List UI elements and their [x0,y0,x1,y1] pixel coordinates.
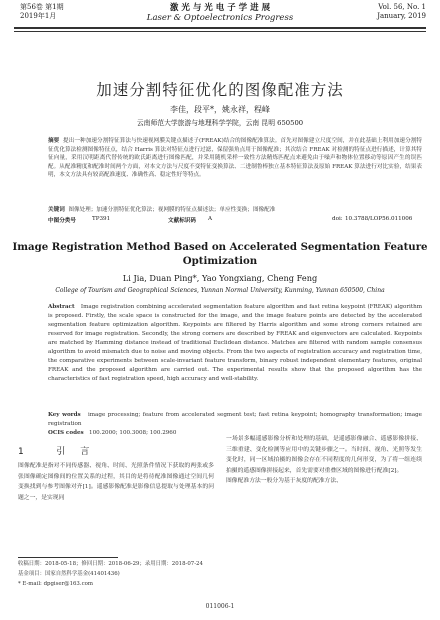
keywords-cn-label: 关键词 [48,207,65,213]
body-right-column: 一场景多幅遥感影像分析和处理的基础，是遥感影像融合、遥感影像拼接、三维重建、变化检测等应用中的关键步骤之一。当时间、视角、光照等发生变化时，同一区域拍摄的图像会存在不同程度的几何形变，为了将一组连续拍摄的遥感图像拼接起来，首先需要对重叠区域的图像进行配准[2]。 图像配准方法一般分为基于灰度的配准方法、 [226,436,422,485]
header-volume-en [377,3,426,21]
abstract-cn [48,137,422,180]
affiliation-cn: 云南师范大学旅游与地理科学学院，云南 昆明 650500 [136,119,304,127]
authors-cn: 李佳，段平*，姚永祥，程峰 [170,105,270,114]
footnote-email: * E-mail: dpgiser@163.com [18,581,93,587]
doi-value: 10.3788/LOP56.011006 [345,216,413,222]
volume-cn: 第56卷 第1期 [20,3,64,11]
header-rule [14,27,426,29]
keywords-cn-text: 图像处理；加速分割特征优化算法；视网膜的特征点描述法；单应性变换；图像配准 [68,207,276,213]
clc-value: TP391 [92,216,111,222]
abstract-en [48,303,422,384]
abstract-cn-label: 摘要 [48,138,60,144]
authors-en: Li Jia, Duan Ping*, Yao Yongxiang, Cheng Feng [122,273,318,283]
journal-en: Laser & Optoelectronics Progress [146,13,294,23]
header-rule-thin [14,31,426,32]
ocis-value: 100.2000; 100.3008; 100.2960 [89,430,177,436]
journal-name [90,3,350,23]
keywords-cn [48,206,422,215]
header-volume [20,3,64,21]
ocis-label: OCIS codes [48,430,84,436]
section-heading [18,444,95,457]
abstract-en-text: Image registration combining accelerated segmentation feature algorithm and fast retina keypoint (FREAK) algorithm is proposed. Firstly, the scale space is constructed for the image, and the image feature points are detected by the accelerated segmentation feature optimization algorithm. Keypoints are filtered by Harris algorithm and some strong corners retained are reserved for image registration. Secondly, the strong corners are described by FREAK and eigenvectors are calculated. Keypoints are matched by Hamming distance instead of traditional Euclidean distance. Matches are filtered with random sample consensus algorithm to avoid mismatch due to noise and moving objects. From the two aspects of registration accuracy and registration time, the comparative experiments between scale-invariant feature transform, binary robust independent elementary features, original FREAK and the proposed algorithm are carried out. The experimental results show that the proposed algorithm has the characteristics of fast registration speed, high accuracy and well-stability. [48,304,422,382]
affiliation-en: College of Tourism and Geographical Sciences, Yunnan Normal University, Kunming, Yunnan 650500, China [55,287,385,294]
body-left-column: 图像配准是指对不同传感器、视角、时间、光照条件情况下获取的两张或多张图像确定图像间的位置关系的过程，其目的是将待配准图像通过空间几何变换找到与参考图像对齐[1]。遥感影像配准是影像信息提取与处理基本的问题之一，是实现同 [18,463,214,501]
footnote [18,559,422,589]
doi-label: doi: [332,216,343,222]
keywords-en-label: Key words [48,412,81,418]
footnote-rule [18,557,118,558]
date-cn: 2019年1月 [20,12,57,20]
page-number: 011006-1 [205,603,235,610]
keywords-en-text: image processing; feature from accelerated segment test; fast retina keypoint; homography transformation; image registration [48,412,422,427]
keywords-en [48,411,422,429]
journal-cn: 激 光 与 光 电 子 学 进 展 [169,3,271,13]
footnote-fund: 基金项目：国家自然科学基金(41401436) [18,571,120,577]
volume-en: Vol. 56, No. 1 [378,3,426,11]
date-en: January, 2019 [377,12,426,20]
clc-label: 中图分类号 [48,218,76,224]
title-en: Image Registration Method Based on Accelerated Segmentation Feature Optimization [12,241,428,267]
doc-code-label: 文献标识码 [168,218,196,224]
abstract-cn-text: 提出一种加速分割特征算法与快速视网膜关键点描述子(FREAK)结合的图像配准算法。首先对图像建立尺度空间，并在此基础上利用加速分割特征优化算法检测图像特征点，结合 Harris 算法对特征点进行过滤，保留强角点用于图像配准；其次结合 FREAK 对检测的特征点进行描述，计算其特征向量，采用汉明距离代替传统的欧氏距离进行图像匹配，并采用随机采样一致性方法精炼匹配点来避免由于噪声和物体位置移动等原因产生的误匹配。从配准精度和配准时间两个方面，对本文方法与尺度不变特征变换算法、二进制鲁棒独立基本特征算法及原始 FREAK 算法进行对比实验，结果表明，本文方法具有较高配准速度、准确性高、稳定性好等特点。 [48,138,422,179]
doc-code-value: A [208,216,213,222]
abstract-en-label: Abstract [48,304,75,310]
section-title: 引 言 [56,447,96,457]
footnote-received: 收稿日期：2018-05-18；修回日期：2018-06-29；录用日期：2018-07-24 [18,561,203,567]
section-number: 1 [18,447,30,457]
title-cn: 加速分割特征优化的图像配准方法 [96,81,344,99]
